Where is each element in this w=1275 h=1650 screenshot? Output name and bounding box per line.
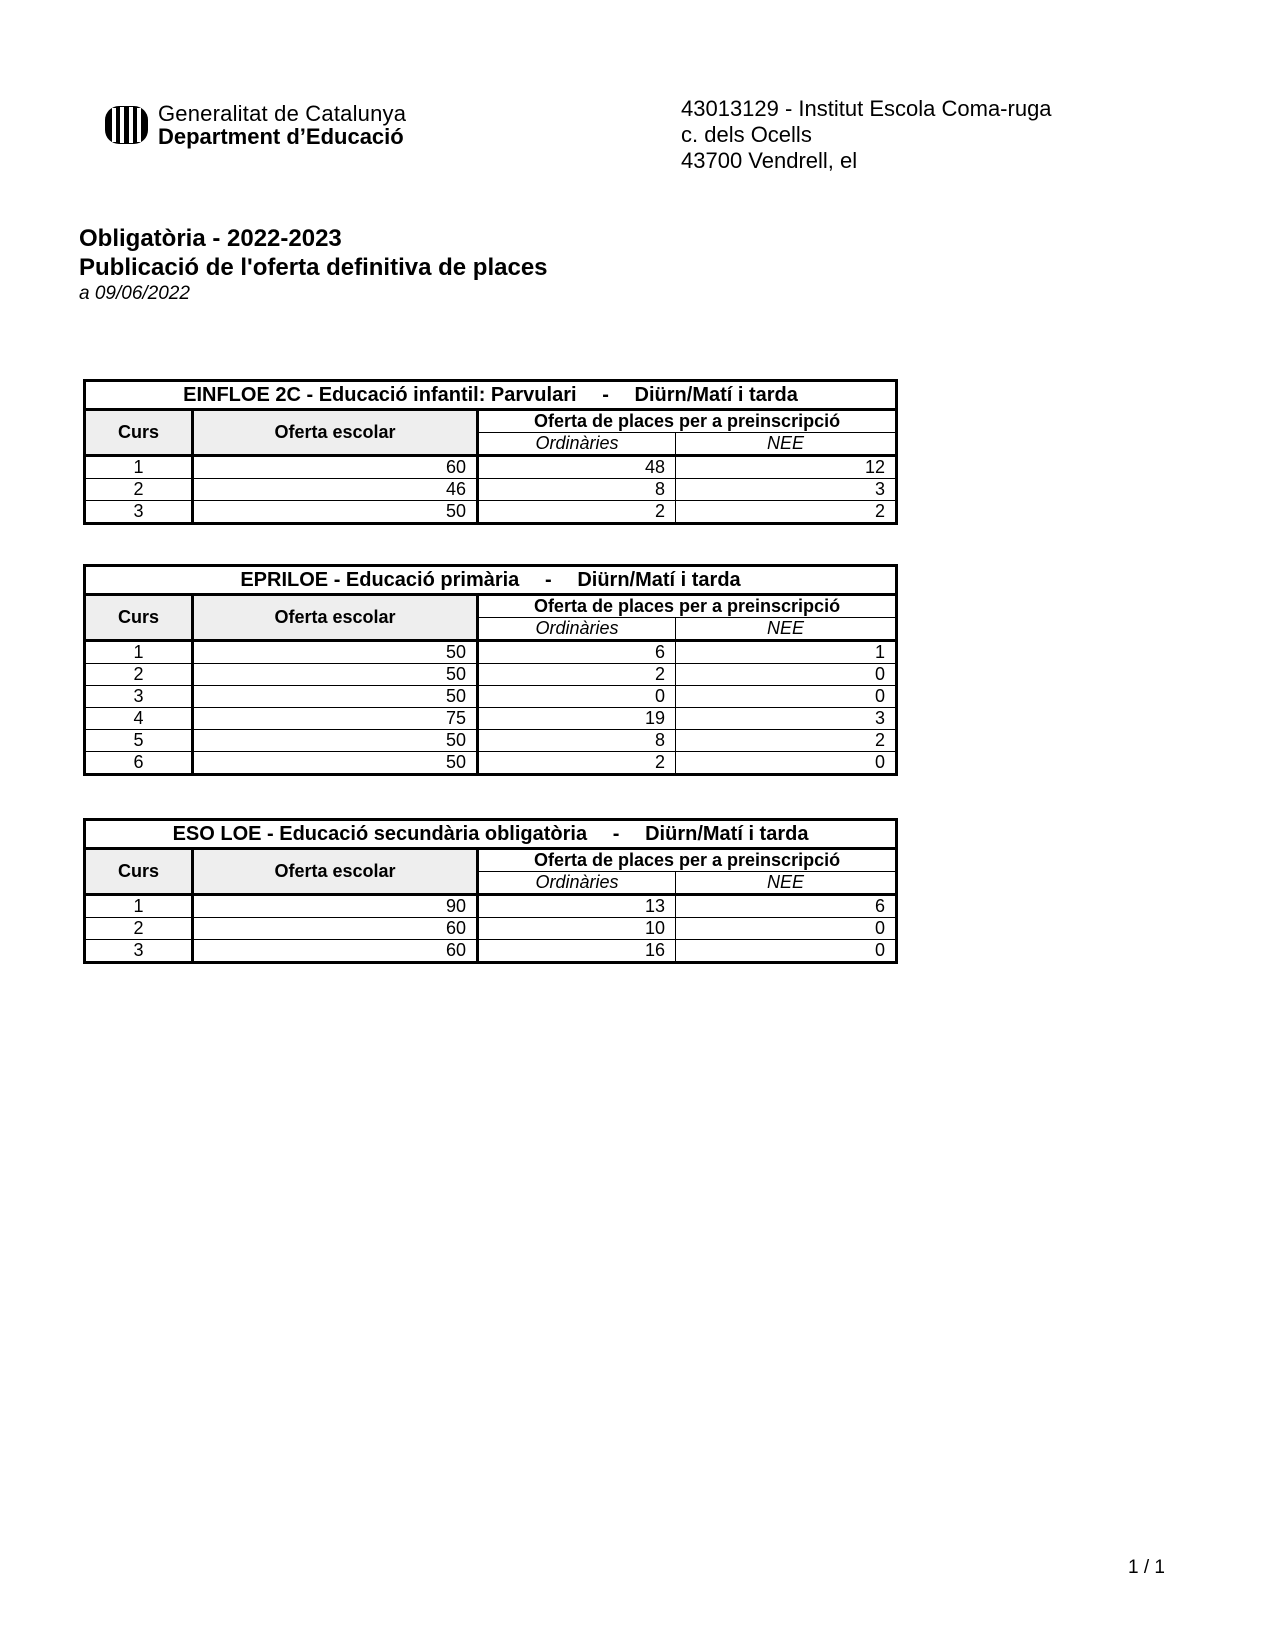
cell-nee: 0 bbox=[676, 940, 897, 963]
cell-ordinaries: 19 bbox=[478, 708, 676, 730]
table-row bbox=[85, 479, 897, 501]
cell-oferta: 50 bbox=[193, 501, 478, 524]
cell-oferta: 50 bbox=[193, 730, 478, 752]
cell-ordinaries: 8 bbox=[478, 730, 676, 752]
logo-line-generalitat: Generalitat de Catalunya bbox=[158, 101, 407, 126]
cell-ordinaries: 2 bbox=[478, 752, 676, 775]
cell-curs: 2 bbox=[85, 479, 193, 501]
table-title-schedule: Diürn/Matí i tarda bbox=[634, 384, 798, 406]
table-row bbox=[85, 730, 897, 752]
table-row bbox=[85, 456, 897, 479]
col-header-preinscripcio: Oferta de places per a preinscripció bbox=[478, 595, 897, 618]
col-header-oferta: Oferta escolar bbox=[193, 410, 478, 456]
col-header-curs: Curs bbox=[85, 595, 193, 641]
col-header-oferta: Oferta escolar bbox=[193, 849, 478, 895]
offer-table bbox=[83, 564, 898, 776]
cell-nee: 1 bbox=[676, 641, 897, 664]
cell-curs: 1 bbox=[85, 641, 193, 664]
col-header-ordinaries: Ordinàries bbox=[478, 872, 676, 895]
table-row bbox=[85, 708, 897, 730]
cell-curs: 4 bbox=[85, 708, 193, 730]
col-header-ordinaries: Ordinàries bbox=[478, 433, 676, 456]
cell-oferta: 50 bbox=[193, 641, 478, 664]
col-header-ordinaries: Ordinàries bbox=[478, 618, 676, 641]
col-header-nee: NEE bbox=[676, 618, 897, 641]
table-row bbox=[85, 752, 897, 775]
table-title-separator: - bbox=[544, 569, 552, 591]
col-header-curs: Curs bbox=[85, 410, 193, 456]
cell-curs: 6 bbox=[85, 752, 193, 775]
school-city: 43700 Vendrell, el bbox=[681, 148, 858, 173]
table-title-separator: - bbox=[612, 823, 620, 845]
page-number: 1 / 1 bbox=[1128, 1557, 1165, 1578]
table-title-code: ESO LOE - Educació secundària obligatòria bbox=[172, 823, 588, 845]
cell-ordinaries: 0 bbox=[478, 686, 676, 708]
cell-curs: 1 bbox=[85, 895, 193, 918]
cell-ordinaries: 13 bbox=[478, 895, 676, 918]
table-row bbox=[85, 895, 897, 918]
cell-curs: 3 bbox=[85, 686, 193, 708]
generalitat-emblem-icon bbox=[103, 102, 150, 148]
table-title bbox=[85, 566, 897, 595]
cell-nee: 0 bbox=[676, 918, 897, 940]
table-title bbox=[85, 381, 897, 410]
cell-ordinaries: 16 bbox=[478, 940, 676, 963]
cell-nee: 6 bbox=[676, 895, 897, 918]
cell-oferta: 60 bbox=[193, 940, 478, 963]
cell-nee: 0 bbox=[676, 686, 897, 708]
table-row bbox=[85, 501, 897, 524]
cell-curs: 3 bbox=[85, 940, 193, 963]
cell-nee: 0 bbox=[676, 664, 897, 686]
col-header-curs: Curs bbox=[85, 849, 193, 895]
col-header-preinscripcio: Oferta de places per a preinscripció bbox=[478, 849, 897, 872]
table-title-separator: - bbox=[602, 384, 609, 406]
table-title-schedule: Diürn/Matí i tarda bbox=[645, 823, 809, 845]
cell-ordinaries: 10 bbox=[478, 918, 676, 940]
cell-curs: 3 bbox=[85, 501, 193, 524]
cell-nee: 3 bbox=[676, 708, 897, 730]
col-header-nee: NEE bbox=[676, 872, 897, 895]
col-header-oferta: Oferta escolar bbox=[193, 595, 478, 641]
cell-ordinaries: 6 bbox=[478, 641, 676, 664]
cell-ordinaries: 8 bbox=[478, 479, 676, 501]
table-row bbox=[85, 940, 897, 963]
cell-ordinaries: 2 bbox=[478, 501, 676, 524]
table-row bbox=[85, 686, 897, 708]
cell-nee: 0 bbox=[676, 752, 897, 775]
cell-oferta: 46 bbox=[193, 479, 478, 501]
table-row bbox=[85, 641, 897, 664]
table-title-code: EPRILOE - Educació primària bbox=[240, 569, 520, 591]
publication-date: a 09/06/2022 bbox=[79, 283, 190, 304]
cell-ordinaries: 48 bbox=[478, 456, 676, 479]
cell-nee: 12 bbox=[676, 456, 897, 479]
cell-nee: 2 bbox=[676, 730, 897, 752]
cell-curs: 5 bbox=[85, 730, 193, 752]
offer-table bbox=[83, 379, 898, 525]
cell-ordinaries: 2 bbox=[478, 664, 676, 686]
table-title-schedule: Diürn/Matí i tarda bbox=[577, 569, 741, 591]
cell-oferta: 50 bbox=[193, 752, 478, 775]
table-title bbox=[85, 820, 897, 849]
document-subtitle: Publicació de l'oferta definitiva de places bbox=[79, 254, 548, 281]
document-title: Obligatòria - 2022-2023 bbox=[79, 225, 342, 252]
table-title-code: EINFLOE 2C - Educació infantil: Parvulari bbox=[183, 384, 577, 406]
table-row bbox=[85, 918, 897, 940]
document-heading bbox=[79, 224, 548, 306]
cell-oferta: 90 bbox=[193, 895, 478, 918]
col-header-nee: NEE bbox=[676, 433, 897, 456]
offer-table bbox=[83, 818, 898, 964]
cell-curs: 2 bbox=[85, 918, 193, 940]
school-name: 43013129 - Institut Escola Coma-ruga bbox=[681, 96, 1052, 121]
table-row bbox=[85, 664, 897, 686]
cell-nee: 3 bbox=[676, 479, 897, 501]
col-header-preinscripcio: Oferta de places per a preinscripció bbox=[478, 410, 897, 433]
cell-oferta: 50 bbox=[193, 686, 478, 708]
cell-oferta: 60 bbox=[193, 456, 478, 479]
cell-curs: 1 bbox=[85, 456, 193, 479]
cell-oferta: 50 bbox=[193, 664, 478, 686]
school-address bbox=[681, 96, 1052, 174]
cell-oferta: 75 bbox=[193, 708, 478, 730]
generalitat-logo bbox=[103, 102, 406, 148]
cell-curs: 2 bbox=[85, 664, 193, 686]
cell-oferta: 60 bbox=[193, 918, 478, 940]
logo-line-department: Department d’Educació bbox=[158, 124, 404, 149]
school-street: c. dels Ocells bbox=[681, 122, 812, 147]
cell-nee: 2 bbox=[676, 501, 897, 524]
